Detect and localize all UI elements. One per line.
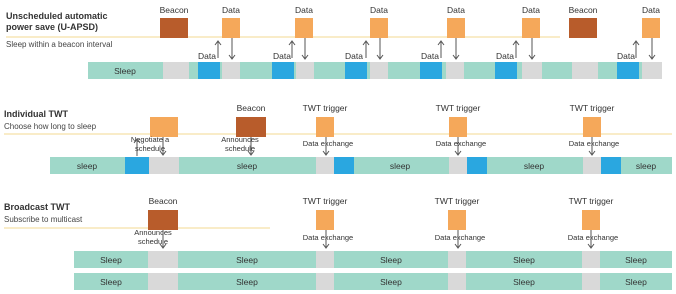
individual-frame-label: TWT trigger (569, 103, 615, 113)
wake-segment (642, 62, 662, 79)
broadcast-announce-line-1: Announces (134, 228, 172, 237)
wake-segment (582, 273, 600, 290)
broadcast-sleep-label: Sleep (625, 255, 647, 265)
wake-segment (316, 273, 334, 290)
broadcast-sleep-label: Sleep (236, 255, 258, 265)
data-exchange-label: Data exchange (302, 139, 354, 148)
individual-twt-subtitle: Choose how long to sleep (4, 122, 97, 131)
broadcast-sleep-label: Sleep (100, 277, 122, 287)
wake-segment (296, 62, 314, 79)
individual-sleep-label: sleep (236, 161, 258, 171)
uapsd-station-data-label: Data (198, 51, 216, 61)
active-segment (125, 157, 149, 174)
broadcast-twt-subtitle: Subscribe to multicast (4, 215, 83, 224)
uapsd-data-frame (295, 18, 313, 38)
uapsd-frame-label: Data (295, 5, 313, 15)
wake-segment (583, 157, 601, 174)
wake-segment (149, 157, 179, 174)
uapsd-ap-frames (160, 5, 661, 38)
uapsd-frame-label: Beacon (159, 5, 189, 15)
twt-trigger-frame (449, 117, 467, 137)
wake-segment (572, 62, 598, 79)
active-segment (272, 62, 294, 79)
uapsd-frame-label: Data (222, 5, 240, 15)
wake-segment (370, 62, 388, 79)
active-segment (467, 157, 487, 174)
data-exchange-label: Data exchange (568, 139, 620, 148)
broadcast-sleep-label: Sleep (513, 277, 535, 287)
wake-segment (163, 62, 189, 79)
individual-sleep-label: sleep (523, 161, 545, 171)
negotiate-note-line-2: schedule (134, 144, 166, 153)
twt-trigger-frame (583, 117, 601, 137)
broadcast-sleep-label: Sleep (625, 277, 647, 287)
broadcast-sleep-label: Sleep (380, 255, 402, 265)
uapsd-frame-label: Data (522, 5, 540, 15)
negotiate-frame (150, 117, 178, 137)
uapsd-data-frame (222, 18, 240, 38)
uapsd-beacon-frame (160, 18, 188, 38)
broadcast-announce-line-2: schedule (137, 237, 169, 246)
uapsd-frame-label: Data (642, 5, 660, 15)
announce-note-line-2: schedule (224, 144, 256, 153)
active-segment (345, 62, 367, 79)
broadcast-sleep-label: Sleep (380, 277, 402, 287)
wake-segment (448, 251, 466, 268)
individual-frame-label: TWT trigger (435, 103, 481, 113)
uapsd-station-data-label: Data (617, 51, 635, 61)
twt-trigger-frame (582, 210, 600, 230)
individual-frame-label: Beacon (236, 103, 266, 113)
active-segment (495, 62, 517, 79)
wake-segment (446, 62, 464, 79)
active-segment (601, 157, 621, 174)
uapsd-frame-label: Data (370, 5, 388, 15)
broadcast-row-2 (74, 273, 672, 290)
uapsd-station-data-label: Data (345, 51, 363, 61)
wake-segment (522, 62, 542, 79)
uapsd-title-line-2: power save (U-APSD) (6, 22, 99, 32)
wake-segment (148, 273, 178, 290)
active-segment (198, 62, 220, 79)
active-segment (334, 157, 354, 174)
data-exchange-label: Data exchange (434, 233, 486, 242)
broadcast-frame-label: TWT trigger (434, 196, 480, 206)
individual-sleep-label: sleep (389, 161, 411, 171)
uapsd-data-frame (522, 18, 540, 38)
individual-twt-timeline (50, 157, 672, 174)
uapsd-station-data-label: Data (273, 51, 291, 61)
individual-twt-arrows (134, 137, 595, 156)
individual-sleep-label: sleep (76, 161, 98, 171)
broadcast-frame-label: Beacon (148, 196, 178, 206)
negotiate-note-line-1: Negotiate a (130, 135, 170, 144)
wake-segment (316, 251, 334, 268)
broadcast-sleep-label: Sleep (236, 277, 258, 287)
twt-trigger-frame (316, 210, 334, 230)
data-exchange-label: Data exchange (302, 233, 354, 242)
uapsd-timeline (88, 62, 662, 79)
active-segment (420, 62, 442, 79)
uapsd-data-frame (447, 18, 465, 38)
wake-segment (316, 157, 334, 174)
broadcast-frame-label: TWT trigger (568, 196, 614, 206)
broadcast-twt-arrows (160, 230, 594, 248)
broadcast-sleep-label: Sleep (513, 255, 535, 265)
individual-sleep-label: sleep (635, 161, 657, 171)
wake-segment (222, 62, 240, 79)
broadcast-row-1 (74, 251, 672, 268)
broadcast-twt-title: Broadcast TWT (4, 202, 71, 212)
uapsd-station-data-label: Data (496, 51, 514, 61)
data-exchange-label: Data exchange (567, 233, 619, 242)
wake-segment (582, 251, 600, 268)
uapsd-frame-label: Data (447, 5, 465, 15)
twt-trigger-frame (448, 210, 466, 230)
broadcast-beacon-frame (148, 210, 178, 230)
individual-twt-frames (150, 103, 615, 137)
uapsd-beacon-frame (569, 18, 597, 38)
active-segment (617, 62, 639, 79)
announce-note-line-1: Announces (221, 135, 259, 144)
broadcast-frame-label: TWT trigger (302, 196, 348, 206)
broadcast-sleep-label: Sleep (100, 255, 122, 265)
uapsd-subtitle: Sleep within a beacon interval (6, 40, 113, 49)
uapsd-station-data-labels (198, 51, 635, 61)
uapsd-title-line-1: Unscheduled automatic (6, 11, 108, 21)
broadcast-twt-notes (134, 228, 618, 246)
uapsd-sleep-label: Sleep (114, 66, 136, 76)
uapsd-station-data-label: Data (421, 51, 439, 61)
wake-segment (449, 157, 467, 174)
data-exchange-label: Data exchange (435, 139, 487, 148)
uapsd-frame-label: Beacon (568, 5, 598, 15)
individual-beacon-frame (236, 117, 266, 137)
individual-twt-title: Individual TWT (4, 109, 68, 119)
twt-trigger-frame (316, 117, 334, 137)
individual-frame-label: TWT trigger (302, 103, 348, 113)
wake-segment (148, 251, 178, 268)
individual-twt-notes (131, 135, 619, 153)
uapsd-data-frame (370, 18, 388, 38)
uapsd-data-frame (642, 18, 660, 38)
wake-segment (448, 273, 466, 290)
broadcast-twt-frames (148, 196, 614, 230)
